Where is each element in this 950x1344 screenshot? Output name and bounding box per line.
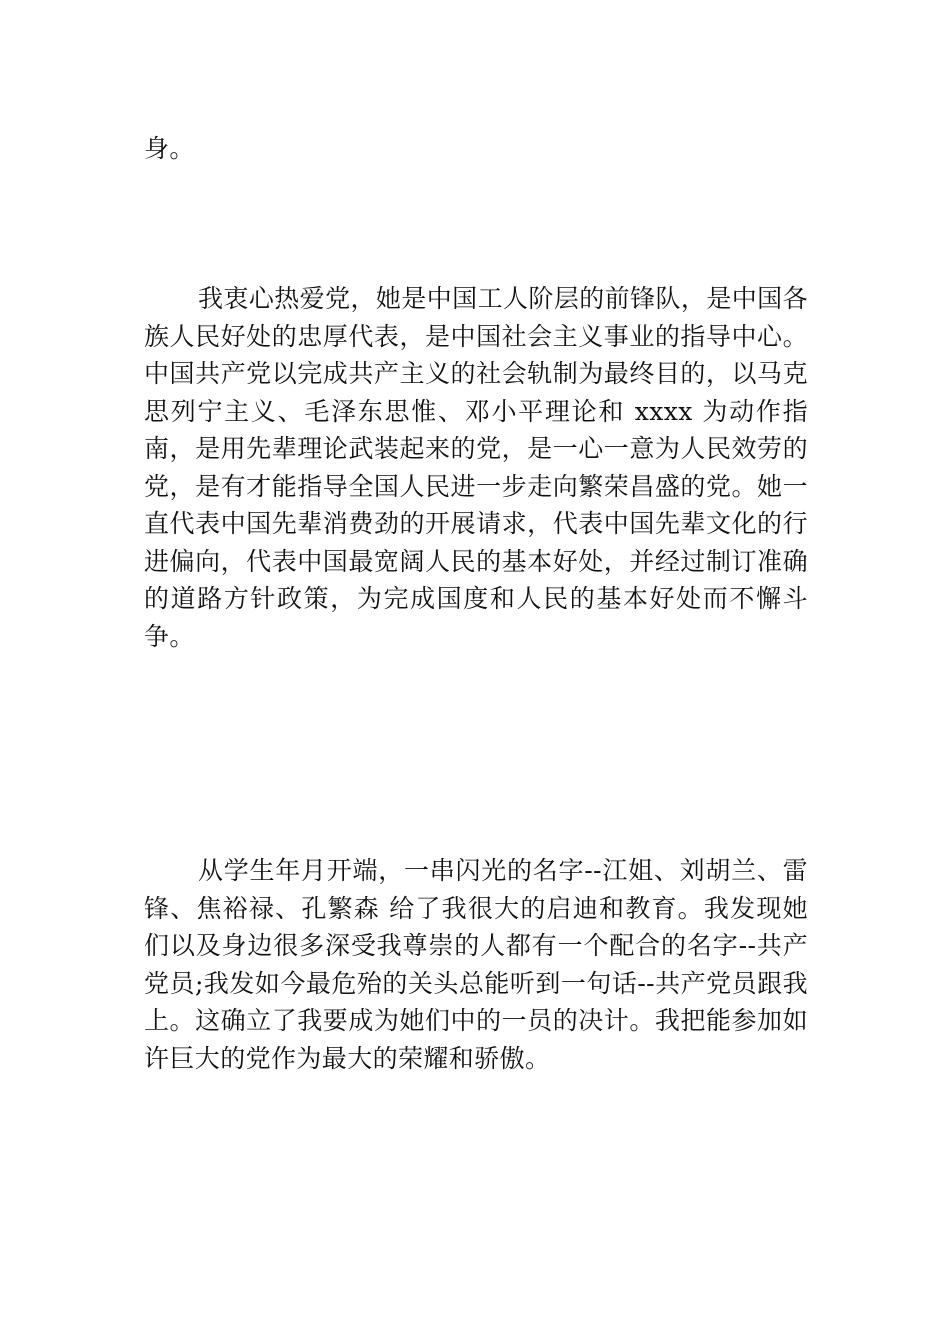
paragraph-love-party: 我衷心热爱党，她是中国工人阶层的前锋队，是中国各族人民好处的忠厚代表，是中国社会主义事业的指导中心。中国共产党以完成共产主义的社会轨制为最终目的，以马克思列宁主义、毛泽东思惟、邓小平理论和 xxxx 为动作指南，是用先辈理论武装起来的党，是一心一意为人民效劳的党，是有才能指导全国人民进一步走向繁荣昌盛的党。她一直代表中国先辈消费劲的开展请求，代表中国先辈文化的行进偏向，代表中国最宽阔人民的基本好处，并经过制订准确的道路方针政策，为完成国度和人民的基本好处而不懈斗争。: [144, 284, 808, 651]
paragraph-continuation: 身。: [144, 134, 195, 163]
paragraph-student-years: 从学生年月开端，一串闪光的名字--江姐、刘胡兰、雷锋、焦裕禄、孔繁森 给了我很大的启迪和教育。我发现她们以及身边很多深受我尊崇的人都有一个配合的名字--共产党员;我发如今最危殆的关头总能听到一句话--共产党员跟我上。这确立了我要成为她们中的一员的决计。我把能参加如许巨大的党作为最大的荣耀和骄傲。: [144, 856, 808, 1073]
